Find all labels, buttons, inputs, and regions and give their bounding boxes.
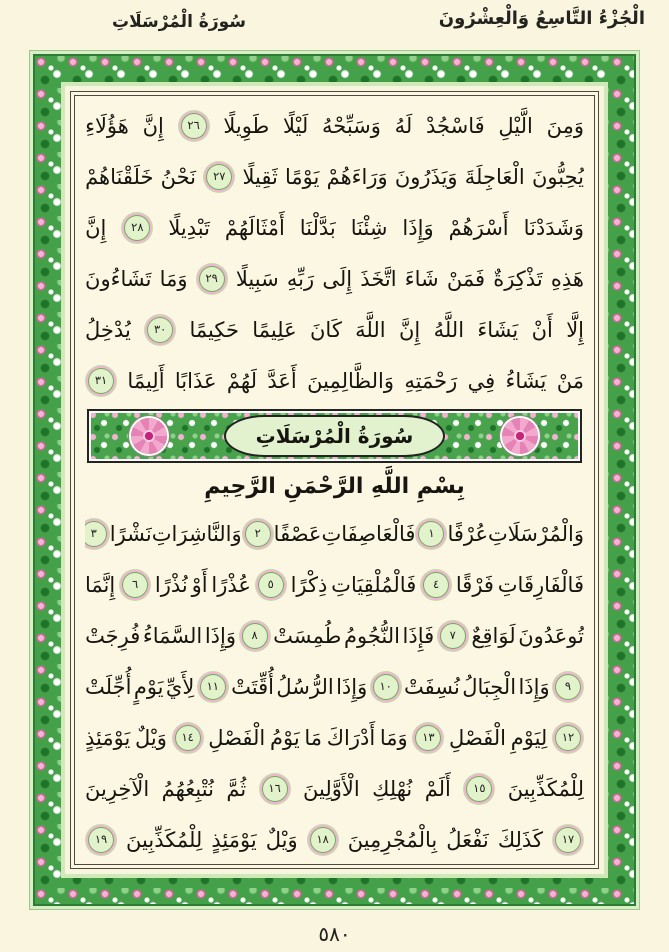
ayah-number: ٧	[449, 627, 456, 642]
quran-word: لِلْمُكَذِّبِينَ	[507, 776, 584, 801]
quran-word: نُذْرًا	[154, 572, 188, 597]
ornamental-border-frame	[33, 54, 636, 906]
quran-word: أَلِيمًا	[127, 368, 165, 393]
ayah-number: ٢٩	[205, 270, 218, 285]
quran-word: أُقِّتَتْ	[231, 674, 274, 699]
quran-word: فَرْقًا	[455, 572, 494, 597]
quran-word: يَوْمَئِذٍ	[211, 827, 257, 852]
ayah-number: ١٥	[473, 780, 486, 795]
ayah-number: ٣١	[94, 372, 108, 387]
quran-word: هَذِهِ	[550, 266, 584, 291]
ayah-end-marker-icon	[243, 624, 267, 648]
quran-word: يَوْمُ	[269, 725, 300, 750]
quran-word: اللَّهَ	[355, 317, 386, 342]
quran-word: يَشَاءَ	[477, 317, 519, 342]
ayah-number: ٢٦	[187, 117, 200, 132]
quran-word: أَمْثَالَهُمْ	[224, 215, 285, 240]
quran-word: إِلَّا	[566, 317, 584, 342]
ayah-end-marker-icon	[85, 522, 106, 546]
header-surah-title: سُورَةُ الْمُرْسَلَاتِ	[112, 12, 247, 32]
quran-word: إِنَّ	[85, 215, 107, 240]
ayah-end-marker-icon	[441, 624, 465, 648]
quran-word: وَمِنَ	[546, 113, 584, 138]
ayah-end-marker-icon	[424, 573, 448, 597]
quran-word: لِلْمُكَذِّبِينَ	[126, 827, 203, 852]
ayah-number: ٢٨	[131, 219, 144, 234]
ayah-end-marker-icon	[201, 675, 225, 699]
ayah-number: ٢	[254, 525, 261, 540]
ayah-number: ٣٠	[153, 321, 167, 336]
quran-word: بَدَّلْنَا	[299, 215, 336, 240]
quran-line	[85, 559, 584, 610]
quran-word: وَإِذَا	[518, 674, 550, 699]
quran-word: يَوْمًا	[285, 164, 320, 189]
quran-word: وَمَا	[159, 266, 188, 291]
quran-word: إِنَّ	[398, 317, 421, 342]
ayah-end-marker-icon	[125, 216, 149, 240]
quran-word: إِلَى	[322, 266, 353, 291]
ayah-number: ٢٧	[213, 168, 226, 183]
quran-line	[85, 610, 584, 661]
banner-surah-title: سُورَةُ الْمُرْسَلَاتِ	[255, 424, 414, 448]
quran-word: لَيْلًا	[283, 113, 309, 138]
quran-word: فُرِجَتْ	[85, 623, 141, 648]
quran-word: فَالْمُلْقِيَاتِ	[331, 572, 417, 597]
ayah-number: ٦	[131, 576, 139, 591]
quran-word: كَذَلِكَ	[497, 827, 543, 852]
quran-word: عَذَابًا	[174, 368, 217, 393]
ayah-number: ١٢	[561, 729, 575, 744]
quran-word: وَإِذَا	[402, 215, 434, 240]
quran-word: ثَقِيلًا	[242, 164, 278, 189]
quran-word: وَإِذَا	[204, 623, 237, 648]
ayah-number: ١٦	[268, 780, 281, 795]
flower-rosette-icon	[131, 418, 167, 454]
quran-line	[85, 661, 584, 712]
quran-word: أُجِّلَتْ	[85, 674, 132, 699]
quran-word: يَوْمَئِذٍ	[85, 725, 131, 750]
quran-word: مَا	[304, 725, 323, 750]
ayah-number: ١٧	[561, 831, 575, 846]
quran-word: إِنَّ	[142, 113, 164, 138]
quran-word: يَوْمٍ	[133, 674, 164, 699]
ayah-end-marker-icon	[467, 777, 491, 801]
quran-word: وَيْلٌ	[135, 725, 167, 750]
quran-word: خَلَقْنَاهُمْ	[85, 164, 154, 189]
quran-word: نُهْلِكِ	[372, 776, 413, 801]
inner-margin-band	[61, 82, 608, 878]
quran-word: مَنْ	[556, 368, 584, 393]
quran-word: فَالْعَاصِفَاتِ	[321, 521, 416, 546]
quran-word: عَصْفًا	[273, 521, 322, 546]
quran-word: وَإِذَا	[336, 674, 368, 699]
ayah-end-marker-icon	[556, 726, 580, 750]
quran-word: الْأَوَّلِينَ	[303, 776, 360, 801]
quran-word: الْفَصْلِ	[449, 725, 507, 750]
quran-word: تُوعَدُونَ	[518, 623, 584, 648]
quran-word: اللَّهُ	[433, 317, 465, 342]
quran-word: النُّجُومُ	[343, 623, 400, 648]
ayah-end-marker-icon	[123, 573, 147, 597]
quran-line	[85, 151, 584, 202]
ayah-number: ١٨	[316, 831, 329, 846]
ayah-number: ٥	[267, 576, 274, 591]
ayah-number: ٤	[432, 576, 440, 591]
quran-word: الَّيْلِ	[498, 113, 533, 138]
quran-word: عَلِيمًا	[252, 317, 297, 342]
quran-word: وَشَدَدْنَا	[523, 215, 584, 240]
quran-word: لِيَوْمِ	[510, 725, 548, 750]
quran-word: وَالنَّاشِرَاتِ	[151, 521, 242, 546]
quran-word: عُذْرًا	[211, 572, 251, 597]
quran-line	[85, 304, 584, 355]
quran-line	[85, 355, 584, 406]
ayah-number: ٩	[564, 678, 572, 693]
quran-line	[85, 202, 584, 253]
quran-line	[85, 814, 584, 865]
quran-word: أَوْ	[191, 572, 208, 597]
quran-word: شِئْنَا	[350, 215, 388, 240]
ayah-end-marker-icon	[556, 828, 580, 852]
quran-word: نُتْبِعُهُمُ	[161, 776, 214, 801]
quran-word: طُمِسَتْ	[273, 623, 342, 648]
ayah-end-marker-icon	[89, 828, 113, 852]
ayah-number: ١٩	[94, 831, 108, 846]
quran-word: الْآخِرِينَ	[85, 776, 150, 801]
quran-word: أَسْرَهُمْ	[448, 215, 509, 240]
quran-word: الرُّسُلُ	[276, 674, 334, 699]
quran-word: الْعَاجِلَةَ	[464, 164, 525, 189]
quran-word: نَشْرًا	[109, 521, 152, 546]
page-number: ٥٨٠	[318, 922, 351, 946]
quran-word: هَؤُلَاءِ	[85, 113, 129, 138]
quran-word: يُدْخِلُ	[85, 317, 131, 342]
quran-word: إِنَّمَا	[85, 572, 116, 597]
quran-line	[85, 763, 584, 814]
quran-word: نَفْعَلُ	[446, 827, 489, 852]
ayah-end-marker-icon	[148, 318, 172, 342]
quran-word: وَالْمُرْسَلَاتِ	[488, 521, 584, 546]
ayah-end-marker-icon	[311, 828, 335, 852]
quran-word: نُسِفَتْ	[404, 674, 460, 699]
quran-word: أَلَمْ	[424, 776, 451, 801]
quran-word: يَشَاءُ	[505, 368, 547, 393]
quran-word: ثُمَّ	[226, 776, 247, 801]
quran-word: طَوِيلًا	[223, 113, 270, 138]
quran-word: كَانَ	[310, 317, 342, 342]
quran-word: نَحْنُ	[160, 164, 197, 189]
quran-line	[85, 712, 584, 763]
ayah-end-marker-icon	[259, 573, 283, 597]
quran-word: لَهُ	[394, 113, 413, 138]
quran-word: تَبْدِيلًا	[168, 215, 210, 240]
quran-word: لَهُمْ	[226, 368, 257, 393]
quran-word: الْجِبَالُ	[462, 674, 517, 699]
quran-word: وَرَاءَهُمْ	[326, 164, 388, 189]
ayah-end-marker-icon	[89, 369, 113, 393]
quran-word: وَسَبِّحْهُ	[322, 113, 381, 138]
quran-word: فِي	[467, 368, 496, 393]
quran-word: سَبِيلًا	[235, 266, 279, 291]
quran-word: يُحِبُّونَ	[531, 164, 584, 189]
quran-word: وَيَذَرُونَ	[394, 164, 458, 189]
quran-word: وَيْلٌ	[265, 827, 298, 852]
ayah-number: ٣	[90, 525, 97, 540]
ayah-end-marker-icon	[182, 114, 206, 138]
quran-word: اتَّخَذَ	[360, 266, 397, 291]
ayah-number: ١	[428, 525, 435, 540]
quran-word: الْفَصْلِ	[208, 725, 266, 750]
ayah-number: ١٠	[379, 678, 392, 693]
quran-text-area	[70, 91, 599, 869]
banner-cartouche	[224, 415, 445, 457]
ayah-end-marker-icon	[416, 726, 440, 750]
quran-word: لَوَاقِعٌ	[471, 623, 516, 648]
quran-lines-after-banner	[85, 508, 584, 865]
quran-line	[85, 100, 584, 151]
quran-word: رَحْمَتِهِ	[404, 368, 458, 393]
ayah-number: ٨	[251, 627, 258, 642]
ayah-number: ١٤	[181, 729, 194, 744]
quran-lines-before-banner	[85, 100, 584, 406]
quran-word: فَالْفَارِقَاتِ	[497, 572, 584, 597]
ayah-end-marker-icon	[176, 726, 200, 750]
quran-word: فَمَنْ	[446, 266, 486, 291]
quran-word: أَعَدَّ	[267, 368, 297, 393]
quran-word: السَّمَاءُ	[142, 623, 203, 648]
ayah-end-marker-icon	[374, 675, 398, 699]
surah-title-banner	[87, 409, 582, 463]
flower-rosette-icon	[502, 418, 538, 454]
quran-word: وَالظَّالِمِينَ	[307, 368, 394, 393]
quran-word: فَإِذَا	[402, 623, 435, 648]
ayah-end-marker-icon	[556, 675, 580, 699]
quran-word: شَاءَ	[404, 266, 439, 291]
ayah-number: ١١	[206, 678, 219, 693]
ayah-end-marker-icon	[200, 267, 224, 291]
ayah-end-marker-icon	[246, 522, 270, 546]
quran-word: تَشَاءُونَ	[85, 266, 152, 291]
ayah-number: ١٣	[422, 729, 435, 744]
quran-word: أَنْ	[531, 317, 553, 342]
quran-word: ذِكْرًا	[290, 572, 328, 597]
quran-line	[85, 253, 584, 304]
quran-word: أَدْرَاكَ	[326, 725, 376, 750]
quran-word: عُرْفًا	[447, 521, 488, 546]
quran-word: تَذْكِرَةٌ	[493, 266, 543, 291]
ayah-end-marker-icon	[263, 777, 287, 801]
ayah-end-marker-icon	[207, 165, 231, 189]
quran-line	[85, 508, 584, 559]
bismillah-text: بِسْمِ اللَّهِ الرَّحْمَنِ الرَّحِيمِ	[204, 474, 465, 499]
quran-word: وَمَا	[379, 725, 408, 750]
quran-word: لِأَيِّ	[165, 674, 195, 699]
quran-word: رَبِّهِ	[286, 266, 315, 291]
quran-word: فَاسْجُدْ	[426, 113, 485, 138]
header-juz-title: الْجُزْءُ التَّاسِعُ وَالْعِشْرُونَ	[438, 8, 645, 29]
quran-word: بِالْمُجْرِمِينَ	[347, 827, 438, 852]
quran-word: حَكِيمًا	[189, 317, 239, 342]
ayah-end-marker-icon	[419, 522, 443, 546]
